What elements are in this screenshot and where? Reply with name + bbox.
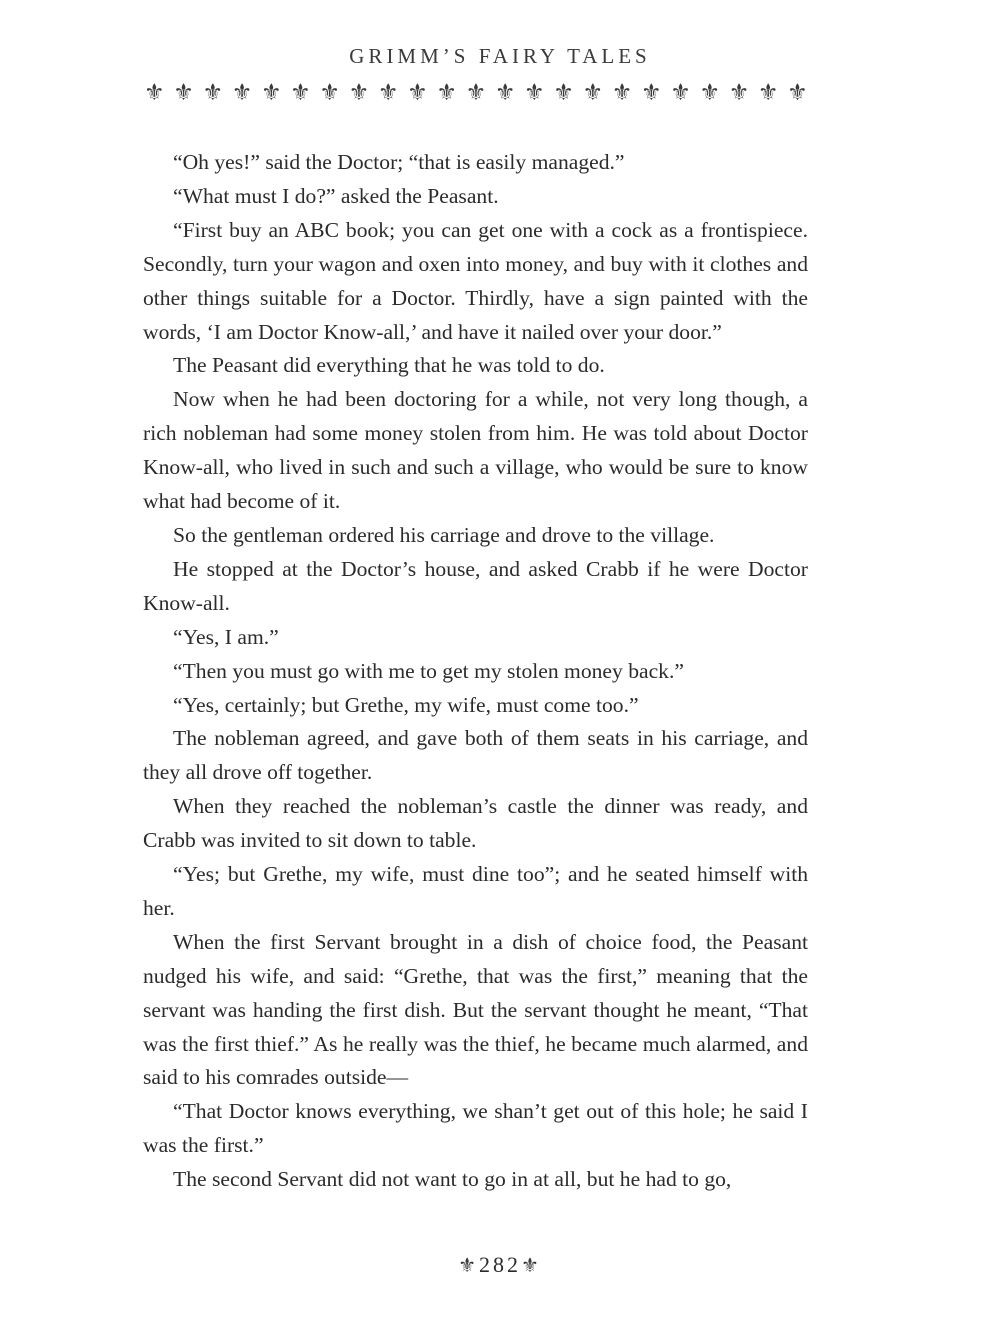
fleur-de-lis-icon: ⚜ bbox=[260, 80, 282, 105]
page-folio bbox=[0, 1252, 1000, 1278]
fleur-de-lis-icon: ⚜ bbox=[787, 80, 808, 105]
fleur-de-lis-icon: ⚜ bbox=[144, 80, 165, 105]
paragraph: Now when he had been doctoring for a while, not very long though, a rich nobleman had some money stolen from him. He was told about Doctor Know-all, who lived in such and such a village, who would be sure to know what had become of it. bbox=[143, 387, 808, 514]
paragraph: When the first Servant brought in a dish of choice food, the Peasant nudged his wife, and said: “Grethe, that was the first,” meaning that the servant was handing the first dish. But the servant thought he meant, “That was the first thief.” As he really was the thief, he became much alarmed, and said to his comrades outside— bbox=[143, 929, 808, 1090]
paragraph: The Peasant did everything that he was told to do. bbox=[173, 353, 605, 378]
paragraph: “That Doctor knows everything, we shan’t get out of this hole; he said I was the first.” bbox=[143, 1099, 808, 1158]
paragraph: When they reached the nobleman’s castle the dinner was ready, and Crabb was invited to sit down to table. bbox=[143, 794, 808, 853]
fleur-de-lis-icon: ⚜ bbox=[348, 80, 370, 105]
fleur-de-lis-icon: ⚜ bbox=[319, 80, 341, 105]
fleur-de-lis-icon: ⚜ bbox=[611, 80, 633, 105]
fleur-de-lis-icon: ⚜ bbox=[231, 80, 253, 105]
fleur-de-lis-icon: ⚜ bbox=[728, 80, 750, 105]
fleur-de-lis-icon: ⚜ bbox=[640, 80, 662, 105]
paragraph: The second Servant did not want to go in at all, but he had to go, bbox=[173, 1167, 732, 1192]
fleur-de-lis-icon: ⚜ bbox=[458, 1255, 479, 1277]
paragraph: The nobleman agreed, and gave both of them seats in his carriage, and they all drove off together. bbox=[143, 726, 808, 785]
fleur-de-lis-icon: ⚜ bbox=[524, 80, 545, 105]
paragraph: “Then you must go with me to get my stolen money back.” bbox=[173, 658, 684, 683]
fleur-de-lis-icon: ⚜ bbox=[521, 1255, 542, 1277]
fleur-de-lis-icon: ⚜ bbox=[757, 80, 779, 105]
paragraph: “Yes; but Grethe, my wife, must dine too”; and he seated himself with her. bbox=[143, 862, 808, 920]
page-number: 282 bbox=[479, 1252, 521, 1277]
paragraph: “Yes, certainly; but Grethe, my wife, must come too.” bbox=[173, 692, 639, 717]
fleur-de-lis-icon: ⚜ bbox=[465, 80, 487, 105]
fleur-de-lis-icon: ⚜ bbox=[173, 80, 194, 105]
fleur-de-lis-icon: ⚜ bbox=[699, 80, 721, 105]
fleur-de-lis-icon: ⚜ bbox=[553, 80, 574, 105]
fleur-de-lis-icon: ⚜ bbox=[290, 80, 311, 105]
fleur-de-lis-icon: ⚜ bbox=[436, 80, 457, 105]
paragraph: “First buy an ABC book; you can get one with a cock as a frontispiece. Secondly, turn your wagon and oxen into money, and buy with it clothes and other things suitable for a Doctor. Thirdly, have a sign painted with the words, ‘I am Doctor Know-all,’ and have it nailed over your door.” bbox=[143, 217, 808, 344]
fleur-de-lis-icon: ⚜ bbox=[494, 80, 516, 105]
fleur-de-lis-icon: ⚜ bbox=[407, 80, 428, 105]
paragraph: He stopped at the Doctor’s house, and asked Crabb if he were Doctor Know-all. bbox=[143, 556, 808, 615]
body-text bbox=[143, 146, 808, 1197]
fleur-de-lis-icon: ⚜ bbox=[202, 80, 224, 105]
paragraph: So the gentleman ordered his carriage and drove to the village. bbox=[173, 522, 715, 547]
fleur-de-lis-icon: ⚜ bbox=[377, 80, 399, 105]
ornament-border bbox=[144, 80, 808, 106]
paragraph: “Oh yes!” said the Doctor; “that is easily managed.” bbox=[173, 150, 625, 174]
fleur-de-lis-icon: ⚜ bbox=[582, 80, 604, 105]
paragraph: “Yes, I am.” bbox=[173, 624, 279, 649]
running-head-title: GRIMM’S FAIRY TALES bbox=[349, 44, 651, 68]
paragraph: “What must I do?” asked the Peasant. bbox=[173, 183, 499, 208]
fleur-de-lis-icon: ⚜ bbox=[670, 80, 691, 105]
